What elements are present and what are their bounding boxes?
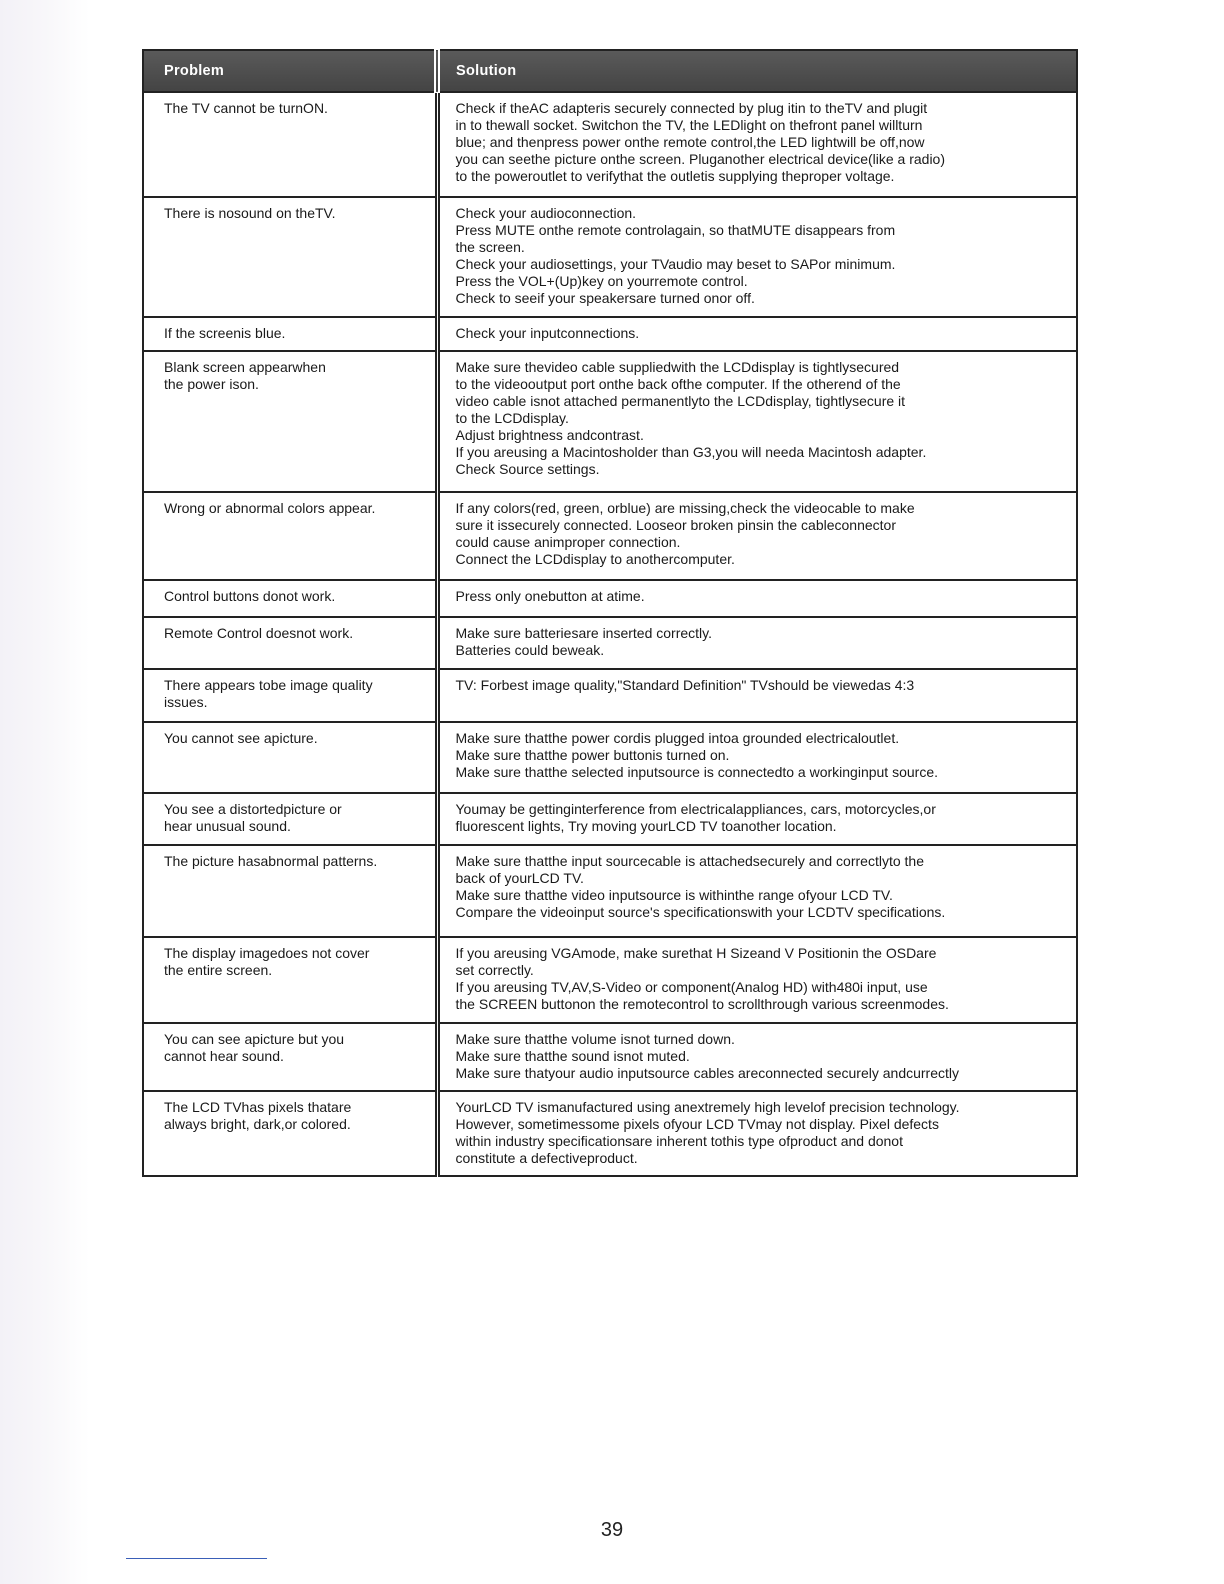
problem-text-line: You cannot see apicture.	[164, 730, 318, 746]
problem-text-line: The LCD TVhas pixels thatare	[164, 1099, 352, 1115]
solution-text-line: Check your audiosettings, your TVaudio may beset to SAPor minimum.	[455, 256, 896, 272]
solution-cell	[437, 197, 1077, 317]
solution-text-line: Check if theAC adapteris securely connected by plug itin to theTV and plugit	[455, 100, 928, 116]
table-row	[143, 937, 1077, 1023]
table-row	[143, 580, 1077, 617]
problem-text-line: The picture hasabnormal patterns.	[164, 853, 378, 869]
problem-text-line: Blank screen appearwhen	[164, 359, 326, 375]
problem-cell	[143, 492, 437, 580]
solution-text-line: blue; and thenpress power onthe remote control,the LED lightwill be off,now	[455, 134, 925, 150]
problem-cell	[143, 317, 437, 351]
solution-text-line: within industry specificationsare inherent tothis type ofproduct and donot	[455, 1133, 903, 1149]
table-row	[143, 492, 1077, 580]
problem-text-line: You can see apicture but you	[164, 1031, 345, 1047]
troubleshooting-table-container	[142, 49, 1076, 1177]
problem-text-line: issues.	[164, 694, 208, 710]
solution-text-line: Connect the LCDdisplay to anothercomputer.	[455, 551, 735, 567]
solution-text-line: to the LCDdisplay.	[455, 410, 569, 426]
problem-cell	[143, 793, 437, 845]
solution-text-line: constitute a defectiveproduct.	[455, 1150, 638, 1166]
problem-cell	[143, 1091, 437, 1176]
solution-text-line: If you areusing VGAmode, make surethat H Sizeand V Positionin the OSDare	[455, 945, 937, 961]
solution-cell	[437, 722, 1077, 793]
solution-text-line: Press only onebutton at atime.	[455, 588, 645, 604]
problem-cell	[143, 722, 437, 793]
footnote-rule	[126, 1558, 267, 1559]
solution-column-header: Solution	[437, 50, 1077, 92]
solution-text-line: Make sure thatthe input sourcecable is attachedsecurely and correctlyto the	[455, 853, 924, 869]
solution-text-line: back of yourLCD TV.	[455, 870, 584, 886]
problem-cell	[143, 845, 437, 937]
solution-cell	[437, 845, 1077, 937]
solution-text-line: Press MUTE onthe remote controlagain, so thatMUTE disappears from	[455, 222, 896, 238]
problem-column-header: Problem	[143, 50, 437, 92]
solution-text-line: If you areusing TV,AV,S-Video or component(Analog HD) with480i input, use	[455, 979, 928, 995]
troubleshooting-table	[142, 49, 1078, 1177]
solution-cell	[437, 617, 1077, 669]
solution-text-line: Compare the videoinput source's specificationswith your LCDTV specifications.	[455, 904, 946, 920]
table-row	[143, 351, 1077, 492]
solution-text-line: you can seethe picture onthe screen. Pluganother electrical device(like a radio)	[455, 151, 946, 167]
solution-text-line: Make sure thatthe video inputsource is withinthe range ofyour LCD TV.	[455, 887, 893, 903]
solution-text-line: If any colors(red, green, orblue) are missing,check the videocable to make	[455, 500, 915, 516]
solution-cell	[437, 937, 1077, 1023]
solution-text-line: Batteries could beweak.	[455, 642, 605, 658]
solution-cell	[437, 1023, 1077, 1091]
solution-text-line: video cable isnot attached permanentlyto the LCDdisplay, tightlysecure it	[455, 393, 906, 409]
problem-text-line: Remote Control doesnot work.	[164, 625, 354, 641]
problem-text-line: There is nosound on theTV.	[164, 205, 336, 221]
solution-text-line: Press the VOL+(Up)key on yourremote control.	[455, 273, 748, 289]
table-body	[143, 92, 1077, 1176]
solution-text-line: Make sure thatthe power cordis plugged intoa grounded electricaloutlet.	[455, 730, 900, 746]
table-row	[143, 669, 1077, 722]
solution-text-line: could cause animproper connection.	[455, 534, 681, 550]
scan-edge-shadow	[0, 0, 90, 1584]
table-row	[143, 92, 1077, 197]
solution-text-line: fluorescent lights, Try moving yourLCD TV toanother location.	[455, 818, 837, 834]
problem-cell	[143, 197, 437, 317]
problem-text-line: The TV cannot be turnON.	[164, 100, 328, 116]
solution-text-line: However, sometimessome pixels ofyour LCD TVmay not display. Pixel defects	[455, 1116, 939, 1132]
problem-text-line: You see a distortedpicture or	[164, 801, 342, 817]
solution-cell	[437, 793, 1077, 845]
solution-cell	[437, 669, 1077, 722]
solution-text-line: Make sure thatyour audio inputsource cables areconnected securely andcurrectly	[455, 1065, 960, 1081]
solution-cell	[437, 317, 1077, 351]
solution-cell	[437, 580, 1077, 617]
solution-text-line: Make sure thatthe selected inputsource is connectedto a workinginput source.	[455, 764, 939, 780]
problem-cell	[143, 351, 437, 492]
solution-text-line: the screen.	[455, 239, 525, 255]
solution-cell	[437, 351, 1077, 492]
solution-text-line: Make sure thatthe power buttonis turned on.	[455, 747, 730, 763]
problem-text-line: the power ison.	[164, 376, 259, 392]
solution-text-line: to the videooutput port onthe back ofthe computer. If the otherend of the	[455, 376, 901, 392]
solution-text-line: to the poweroutlet to verifythat the outletis supplying theproper voltage.	[455, 168, 895, 184]
solution-cell	[437, 92, 1077, 197]
problem-text-line: cannot hear sound.	[164, 1048, 284, 1064]
solution-text-line: Make sure thatthe sound isnot muted.	[455, 1048, 690, 1064]
solution-text-line: Check Source settings.	[455, 461, 600, 477]
solution-text-line: Check your audioconnection.	[455, 205, 637, 221]
solution-text-line: Make sure batteriesare inserted correctly.	[455, 625, 713, 641]
table-header-row	[143, 50, 1077, 92]
problem-cell	[143, 617, 437, 669]
solution-text-line: in to thewall socket. Switchon the TV, the LEDlight on thefront panel willturn	[455, 117, 923, 133]
problem-cell	[143, 1023, 437, 1091]
solution-text-line: If you areusing a Macintosholder than G3,you will needa Macintosh adapter.	[455, 444, 927, 460]
solution-text-line: Adjust brightness andcontrast.	[455, 427, 644, 443]
table-row	[143, 197, 1077, 317]
solution-text-line: Youmay be gettinginterference from electricalappliances, cars, motorcycles,or	[455, 801, 936, 817]
table-row	[143, 1091, 1077, 1176]
solution-text-line: YourLCD TV ismanufactured using anextremely high levelof precision technology.	[455, 1099, 960, 1115]
solution-text-line: Make sure thatthe volume isnot turned down.	[455, 1031, 735, 1047]
problem-cell	[143, 937, 437, 1023]
solution-text-line: the SCREEN buttonon the remotecontrol to scrollthrough various screenmodes.	[455, 996, 949, 1012]
solution-cell	[437, 492, 1077, 580]
problem-text-line: If the screenis blue.	[164, 325, 286, 341]
table-row	[143, 317, 1077, 351]
problem-cell	[143, 580, 437, 617]
solution-text-line: Make sure thevideo cable suppliedwith the LCDdisplay is tightlysecured	[455, 359, 900, 375]
problem-text-line: The display imagedoes not cover	[164, 945, 370, 961]
solution-text-line: sure it issecurely connected. Looseor broken pinsin the cableconnector	[455, 517, 896, 533]
solution-cell	[437, 1091, 1077, 1176]
table-row	[143, 1023, 1077, 1091]
table-row	[143, 845, 1077, 937]
problem-text-line: hear unusual sound.	[164, 818, 291, 834]
table-row	[143, 617, 1077, 669]
table-row	[143, 722, 1077, 793]
problem-text-line: always bright, dark,or colored.	[164, 1116, 351, 1132]
problem-text-line: There appears tobe image quality	[164, 677, 373, 693]
solution-text-line: Check to seeif your speakersare turned onor off.	[455, 290, 755, 306]
problem-cell	[143, 92, 437, 197]
problem-text-line: the entire screen.	[164, 962, 273, 978]
problem-cell	[143, 669, 437, 722]
table-row	[143, 793, 1077, 845]
problem-text-line: Wrong or abnormal colors appear.	[164, 500, 376, 516]
solution-text-line: set correctly.	[455, 962, 534, 978]
problem-text-line: Control buttons donot work.	[164, 588, 336, 604]
solution-text-line: Check your inputconnections.	[455, 325, 640, 341]
page-number: 39	[600, 1519, 624, 1541]
solution-text-line: TV: Forbest image quality,"Standard Definition" TVshould be viewedas 4:3	[455, 677, 915, 693]
